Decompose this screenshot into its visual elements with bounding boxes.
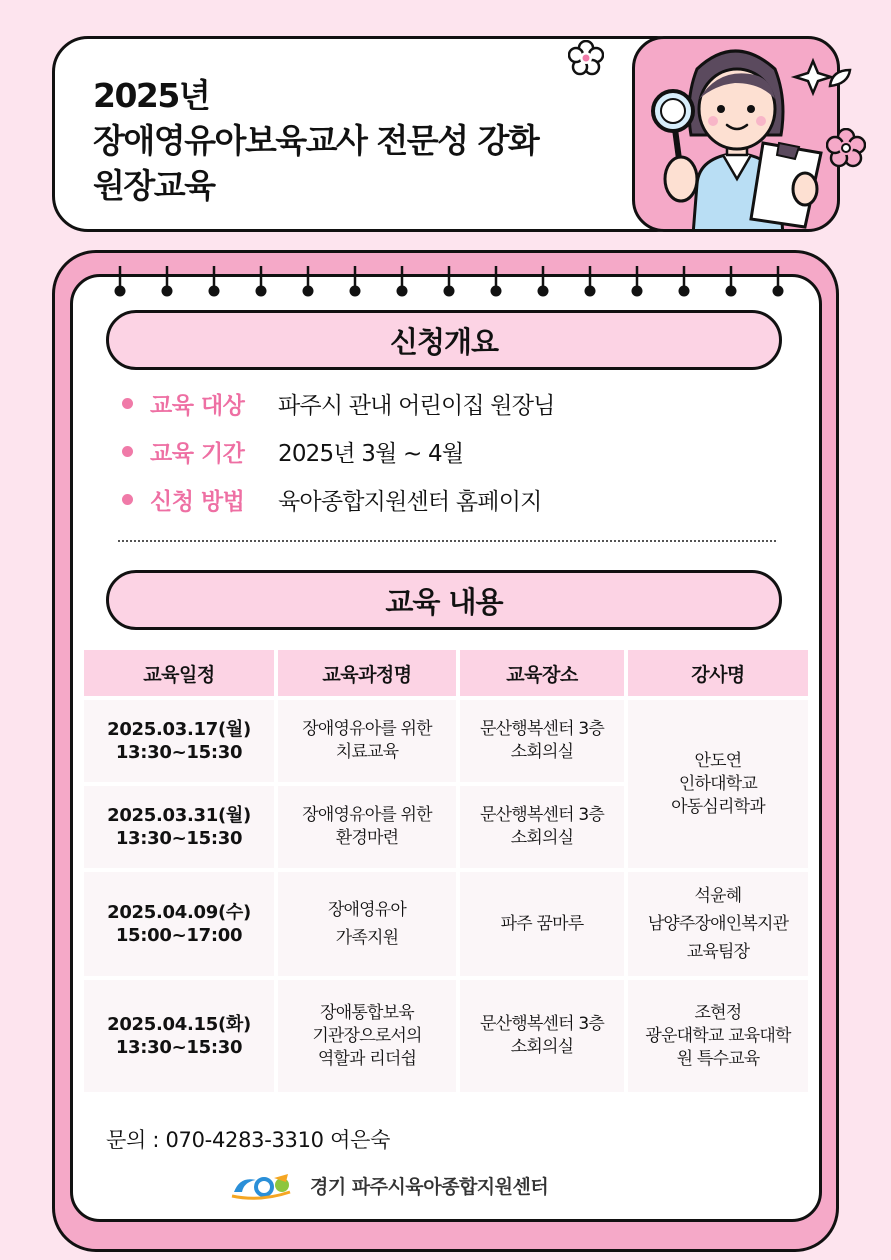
- binder-ring-icon: [443, 266, 455, 298]
- table-cell-instructor: [628, 700, 808, 868]
- course-text: 기관장으로서의: [312, 1025, 422, 1046]
- org-footer: [230, 1168, 548, 1202]
- binder-ring-icon: [631, 266, 643, 298]
- info-target: [122, 386, 555, 420]
- instructor-text: 광운대학교 교육대학: [645, 1025, 791, 1046]
- course-text: 장애통합보육: [320, 1002, 414, 1023]
- course-text: 장애영유아: [327, 900, 407, 920]
- binder-ring-icon: [396, 266, 408, 298]
- binder-ring-icon: [114, 266, 126, 298]
- binder-ring-icon: [302, 266, 314, 298]
- instructor-text: 남양주장애인복지관: [647, 914, 789, 934]
- binder-ring-icon: [584, 266, 596, 298]
- table-cell-place: [460, 872, 624, 976]
- column-header: 강사명: [628, 650, 808, 696]
- info-period: [122, 434, 463, 468]
- time-text: 13:30~15:30: [115, 742, 243, 763]
- title-main: 장애영유아보육교사 전문성 강화: [93, 121, 539, 160]
- binder-ring-icon: [255, 266, 267, 298]
- table-cell-place: [460, 700, 624, 782]
- instructor-text: 인하대학교: [678, 773, 758, 794]
- instructor-text: 교육팀장: [686, 942, 750, 962]
- table-cell-place: [460, 980, 624, 1092]
- date-text: 2025.03.31(월): [107, 805, 251, 826]
- course-text: 역할과 리더쉽: [317, 1048, 417, 1069]
- title-sub: 원장교육: [93, 166, 215, 205]
- researcher-illustration: [632, 36, 840, 232]
- place-text: 파주 꿈마루: [500, 913, 584, 934]
- place-text: 문산행복센터 3층: [480, 719, 604, 739]
- title-year: 2025년: [93, 76, 210, 115]
- course-text: 장애영유아를 위한: [302, 719, 432, 739]
- binder-ring-icon: [725, 266, 737, 298]
- org-name: 경기 파주시육아종합지원센터: [310, 1175, 549, 1198]
- info-value: 2025년 3월 ~ 4월: [278, 440, 464, 467]
- table-cell-date: [84, 700, 274, 782]
- info-label: 교육 대상: [150, 392, 245, 419]
- binder-ring-icon: [349, 266, 361, 298]
- bullet-icon: [122, 446, 133, 457]
- binder-ring-icon: [537, 266, 549, 298]
- place-text: 소회의실: [510, 1037, 574, 1057]
- column-header: 교육일정: [84, 650, 274, 696]
- time-text: 13:30~15:30: [115, 828, 243, 849]
- table-cell-date: [84, 872, 274, 976]
- contact-info: 문의 : 070-4283-3310 여은숙: [106, 1128, 391, 1152]
- overview-heading: 신청개요: [106, 310, 782, 370]
- table-cell-date: [84, 980, 274, 1092]
- binder-ring-icon: [772, 266, 784, 298]
- column-header: 교육과정명: [278, 650, 456, 696]
- instructor-text: 조현정: [694, 1002, 742, 1023]
- bullet-icon: [122, 494, 133, 505]
- place-text: 소회의실: [510, 742, 574, 762]
- binder-ring-icon: [161, 266, 173, 298]
- table-cell-instructor: [628, 980, 808, 1092]
- course-text: 장애영유아를 위한: [302, 805, 432, 825]
- course-text: 가족지원: [335, 928, 399, 948]
- info-value: 육아종합지원센터 홈페이지: [278, 488, 542, 515]
- table-cell-place: [460, 786, 624, 868]
- instructor-text: 아동심리학과: [671, 796, 765, 817]
- date-text: 2025.04.09(수): [107, 902, 251, 923]
- course-text: 치료교육: [335, 742, 399, 762]
- binder-ring-icon: [678, 266, 690, 298]
- flower-icon: [826, 128, 866, 168]
- time-text: 13:30~15:30: [115, 1037, 243, 1058]
- info-value: 파주시 관내 어린이집 원장님: [278, 392, 555, 419]
- info-method: [122, 482, 542, 516]
- binder-ring-icon: [490, 266, 502, 298]
- instructor-text: 원 특수교육: [676, 1048, 760, 1069]
- table-cell-course: [278, 872, 456, 976]
- date-text: 2025.03.17(월): [107, 719, 251, 740]
- binder-ring-icon: [208, 266, 220, 298]
- content-heading: 교육 내용: [106, 570, 782, 630]
- instructor-text: 석윤혜: [694, 886, 742, 906]
- course-text: 환경마련: [335, 828, 399, 848]
- org-logo-icon: [230, 1170, 302, 1200]
- table-cell-course: [278, 786, 456, 868]
- column-header: 교육장소: [460, 650, 624, 696]
- divider: [118, 540, 776, 542]
- leaf-icon: [826, 66, 854, 90]
- time-text: 15:00~17:00: [115, 925, 243, 946]
- place-text: 문산행복센터 3층: [480, 805, 604, 825]
- place-text: 소회의실: [510, 828, 574, 848]
- bullet-icon: [122, 398, 133, 409]
- date-text: 2025.04.15(화): [107, 1014, 251, 1035]
- table-cell-course: [278, 700, 456, 782]
- place-text: 문산행복센터 3층: [480, 1014, 604, 1034]
- flower-icon: [568, 40, 604, 76]
- instructor-text: 안도연: [694, 750, 742, 771]
- info-label: 신청 방법: [150, 488, 245, 515]
- table-cell-date: [84, 786, 274, 868]
- info-label: 교육 기간: [150, 440, 245, 467]
- table-cell-course: [278, 980, 456, 1092]
- table-cell-instructor: [628, 872, 808, 976]
